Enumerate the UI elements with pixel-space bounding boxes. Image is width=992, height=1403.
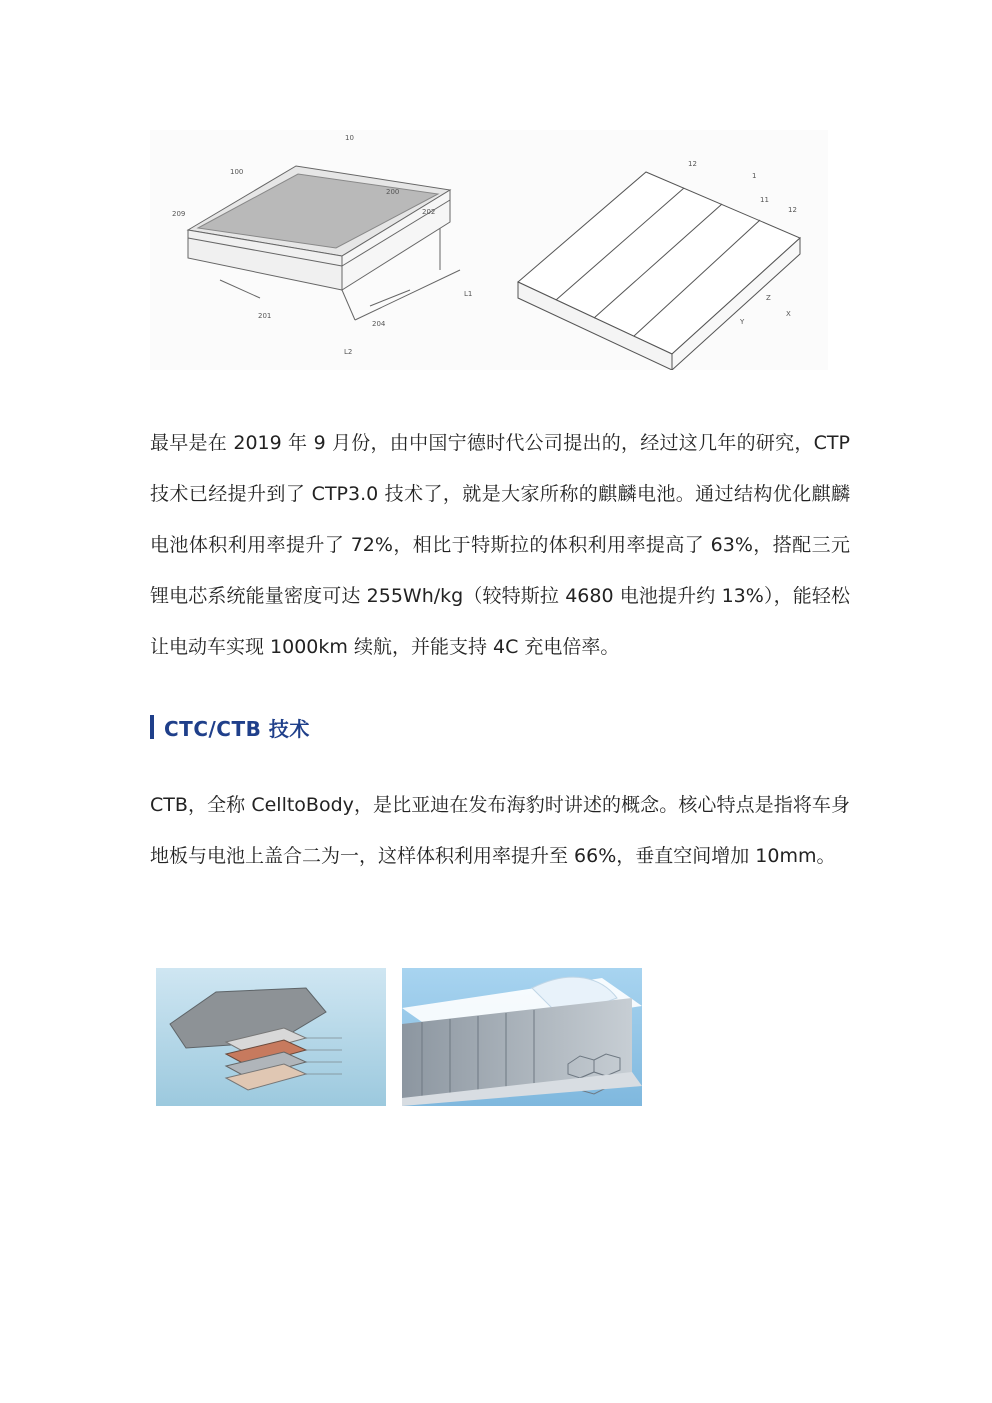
right-battery-module-drawing [518, 172, 800, 370]
label-right-3: 12 [788, 206, 797, 214]
section-heading-text: CTC/CTB 技术 [164, 716, 310, 741]
label-left-0: 10 [345, 134, 354, 142]
label-right-6: X [786, 310, 791, 318]
label-left-6: 204 [372, 320, 386, 328]
label-left-5: 201 [258, 312, 272, 320]
label-left-7: L1 [464, 290, 473, 298]
paragraph-ctb-definition: CTB，全称 CelltoBody，是比亚迪在发布海豹时讲述的概念。核心特点是指将车身地板与电池上盖合二为一，这样体积利用率提升至 66%，垂直空间增加 10mm。 [150, 794, 850, 867]
left-battery-pack-drawing [188, 166, 460, 320]
label-left-8: L2 [344, 348, 353, 356]
ctb-exploded-svg [156, 968, 386, 1106]
label-left-3: 209 [172, 210, 186, 218]
label-right-0: 12 [688, 160, 697, 168]
battery-pack-patent-drawings [150, 130, 828, 370]
patent-drawing-svg [150, 130, 828, 370]
label-right-5: Y [740, 318, 745, 326]
label-left-1: 100 [230, 168, 244, 176]
paragraph-ctp-history: 最早是在 2019 年 9 月份，由中国宁德时代公司提出的，经过这几年的研究，CTP 技术已经提升到了 CTP3.0 技术了，就是大家所称的麒麟电池。通过结构优化麒麟电池体积利用率提升了 72%，相比于特斯拉的体积利用率提高了 63%，搭配三元锂电芯系统能量密度可达 255Wh/kg（较特斯拉 4680 电池提升约 13%），能轻松让电动车实现 1000km 续航，并能支持 4C 充电倍率。 [150, 432, 850, 658]
honeycomb-panel-svg [402, 968, 642, 1106]
label-right-4: Z [766, 294, 771, 302]
label-left-4: 202 [422, 208, 436, 216]
section-heading [150, 712, 310, 742]
label-left-2: 200 [386, 188, 400, 196]
label-right-1: 1 [752, 172, 757, 180]
honeycomb-sandwich-panel-render [402, 968, 642, 1106]
heading-accent-bar [150, 715, 154, 739]
ctb-exploded-chassis-photo [156, 968, 386, 1106]
label-right-2: 11 [760, 196, 769, 204]
